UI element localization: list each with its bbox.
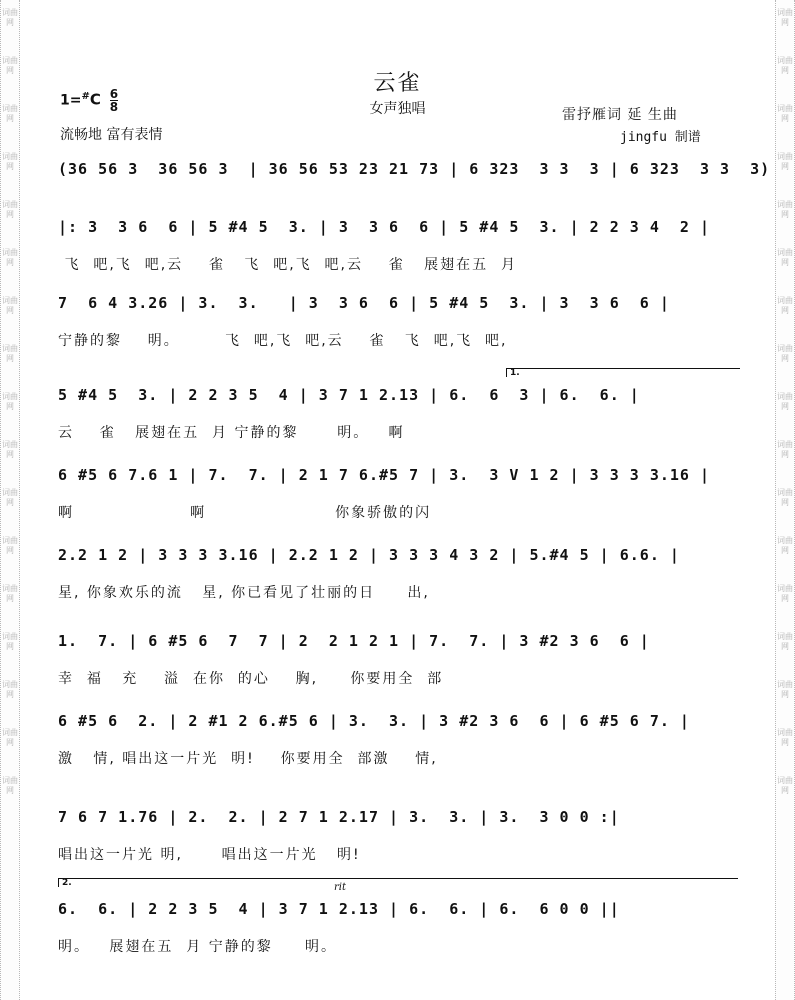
score-row-4 — [58, 368, 738, 442]
watermark-text: 词曲网 — [2, 632, 18, 651]
lyrics-line: 幸 福 充 溢 在你 的心 胸, 你要用全 部 — [58, 671, 444, 687]
watermark-text: 词曲网 — [2, 56, 18, 75]
score-row-9 — [58, 808, 738, 864]
right-watermark-strip — [775, 0, 795, 1000]
lyrics-line: 啊 啊 你象骄傲的闪 — [58, 505, 432, 521]
time-signature — [110, 88, 118, 113]
notes-line: 6 #5 6 2. | 2 #1 2 6.#5 6 | 3. 3. | 3 #2 3 6 6 | 6 #5 6 7. | — [58, 712, 690, 730]
lyrics-line: 明。 展翅在五 月 宁静的黎 明。 — [58, 939, 337, 955]
lyrics-line: 宁静的黎 明。 飞 吧,飞 吧,云 雀 飞 吧,飞 吧, — [58, 333, 508, 349]
score-row-10 — [58, 878, 738, 956]
left-watermark-strip — [0, 0, 20, 1000]
tempo-marking: 流畅地 富有表情 — [60, 127, 163, 143]
score-row-2 — [58, 218, 738, 274]
notes-line: 7 6 7 1.76 | 2. 2. | 2 7 1 2.17 | 3. 3. | 3. 3 0 0 :| — [58, 808, 620, 826]
watermark-text: 词曲网 — [777, 536, 793, 555]
watermark-text: 词曲网 — [2, 728, 18, 747]
lyrics-line: 激 情, 唱出这一片光 明! 你要用全 部激 情, — [58, 751, 438, 767]
notes-line: |: 3 3 6 6 | 5 #4 5 3. | 3 3 6 6 | 5 #4 5 3. | 2 2 3 4 2 | — [58, 218, 710, 236]
watermark-text: 词曲网 — [2, 584, 18, 603]
notes-line: 5 #4 5 3. | 2 2 3 5 4 | 3 7 1 2.13 | 6. 6 3 | 6. 6. | — [58, 386, 640, 404]
watermark-text: 词曲网 — [777, 56, 793, 75]
watermark-text: 词曲网 — [2, 248, 18, 267]
rit-marking: rit — [334, 882, 346, 893]
watermark-text: 词曲网 — [777, 680, 793, 699]
score-row-8 — [58, 712, 738, 768]
score-row-7 — [58, 632, 738, 688]
notes-line: 1. 7. | 6 #5 6 7 7 | 2 2 1 2 1 | 7. 7. | 3 #2 3 6 6 | — [58, 632, 650, 650]
score-row-3 — [58, 294, 738, 350]
watermark-text: 词曲网 — [2, 104, 18, 123]
watermark-text: 词曲网 — [2, 8, 18, 27]
watermark-text: 词曲网 — [2, 536, 18, 555]
notes-line: (36 56 3 36 56 3 | 36 56 53 23 21 73 | 6 323 3 3 3 | 6 323 3 3 3) — [58, 160, 771, 178]
lyrics-line: 云 雀 展翅在五 月 宁静的黎 明。 啊 — [58, 425, 405, 441]
song-title: 云雀 — [373, 71, 422, 96]
watermark-text: 词曲网 — [2, 488, 18, 507]
arranger: jingfu 制谱 — [620, 130, 701, 145]
watermark-text: 词曲网 — [777, 440, 793, 459]
watermark-text: 词曲网 — [2, 152, 18, 171]
volta-1-bracket: 1. — [506, 368, 740, 377]
score-row-1 — [58, 160, 771, 216]
watermark-text: 词曲网 — [777, 8, 793, 27]
watermark-text: 词曲网 — [2, 392, 18, 411]
time-denominator: 8 — [109, 100, 119, 114]
notes-line: 6. 6. | 2 2 3 5 4 | 3 7 1 2.13 | 6. 6. | 6. 6 0 0 || — [58, 900, 620, 918]
watermark-text: 词曲网 — [2, 344, 18, 363]
watermark-text: 词曲网 — [777, 392, 793, 411]
song-subtitle: 女声独唱 — [369, 101, 426, 117]
watermark-text: 词曲网 — [777, 344, 793, 363]
key-signature — [60, 88, 118, 113]
watermark-text: 词曲网 — [777, 776, 793, 795]
notes-line: 2.2 1 2 | 3 3 3 3.16 | 2.2 1 2 | 3 3 3 4 3 2 | 5.#4 5 | 6.6. | — [58, 546, 680, 564]
watermark-text: 词曲网 — [2, 680, 18, 699]
watermark-text: 词曲网 — [777, 248, 793, 267]
notes-line: 7 6 4 3.26 | 3. 3. | 3 3 6 6 | 5 #4 5 3. | 3 3 6 6 | — [58, 294, 670, 312]
watermark-text: 词曲网 — [2, 776, 18, 795]
lyrics-line: 唱出这一片光 明, 唱出这一片光 明! — [58, 847, 361, 863]
notes-line: 6 #5 6 7.6 1 | 7. 7. | 2 1 7 6.#5 7 | 3. 3 V 1 2 | 3 3 3 3.16 | — [58, 466, 710, 484]
time-numerator: 6 — [109, 87, 119, 101]
watermark-text: 词曲网 — [777, 200, 793, 219]
key-sharp: # — [81, 90, 90, 102]
watermark-text: 词曲网 — [777, 296, 793, 315]
watermark-text: 词曲网 — [2, 200, 18, 219]
key-prefix: 1= — [60, 92, 82, 109]
watermark-text: 词曲网 — [777, 152, 793, 171]
watermark-text: 词曲网 — [777, 584, 793, 603]
score-row-5 — [58, 466, 738, 522]
lyrics-line: 星, 你象欢乐的流 星, 你已看见了壮丽的日 出, — [58, 585, 430, 601]
key-note: C — [89, 90, 101, 109]
lyrics-line — [58, 196, 738, 216]
lyrics-line: 飞 吧,飞 吧,云 雀 飞 吧,飞 吧,云 雀 展翅在五 月 — [58, 257, 518, 273]
watermark-text: 词曲网 — [777, 104, 793, 123]
watermark-text: 词曲网 — [2, 440, 18, 459]
volta-2-bracket: 2. — [58, 878, 738, 887]
watermark-text: 词曲网 — [2, 296, 18, 315]
credits: 雷抒雁词 延 生曲 — [562, 107, 678, 123]
watermark-text: 词曲网 — [777, 728, 793, 747]
score-row-6 — [58, 546, 738, 602]
watermark-text: 词曲网 — [777, 488, 793, 507]
watermark-text: 词曲网 — [777, 632, 793, 651]
